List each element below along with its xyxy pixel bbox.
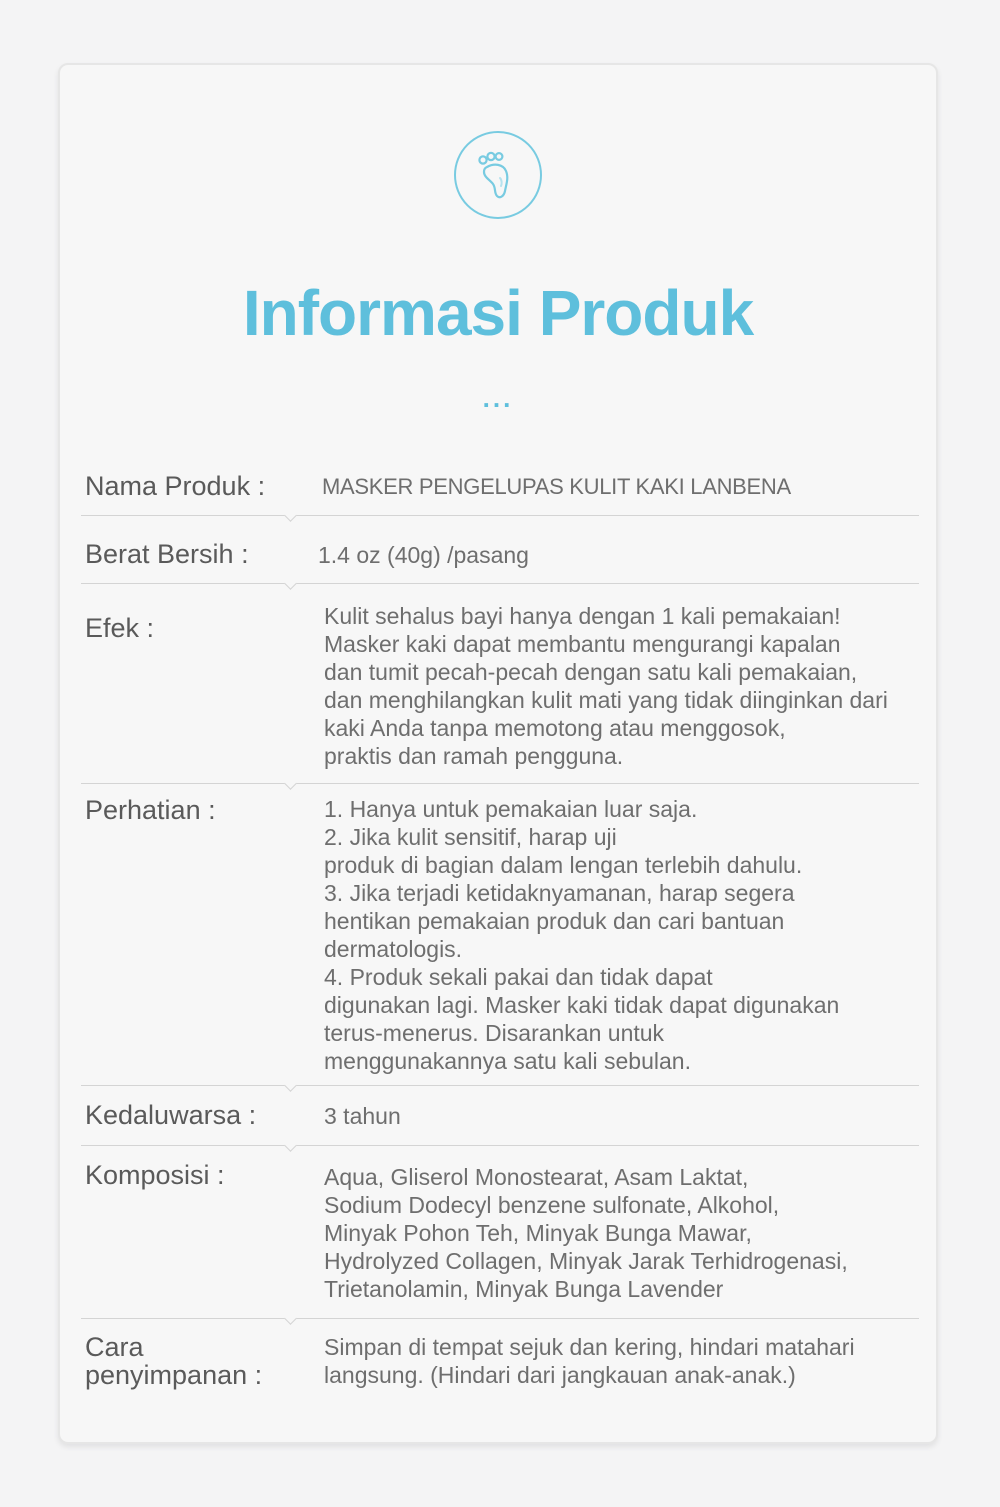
row-label-caution: Perhatian : xyxy=(85,795,216,825)
value-line: terus-menerus. Disarankan untuk xyxy=(324,1020,665,1046)
row-value-product-name xyxy=(322,473,962,501)
row-value-expiry xyxy=(324,1102,964,1130)
value-line: 3. Jika terjadi ketidaknyamanan, harap segera xyxy=(324,880,795,906)
value-line: dan menghilangkan kulit mati yang tidak diinginkan dari xyxy=(324,687,888,713)
row-value-effect xyxy=(324,602,964,770)
divider xyxy=(81,583,919,584)
row-value-storage xyxy=(324,1333,964,1389)
row-label-composition: Komposisi : xyxy=(85,1160,225,1190)
page-title: Informasi Produk xyxy=(242,277,754,349)
value-line: Minyak Pohon Teh, Minyak Bunga Mawar, xyxy=(324,1220,752,1246)
label-line: penyimpanan : xyxy=(85,1360,263,1390)
row-label-net-weight: Berat Bersih : xyxy=(85,539,249,569)
value-line: Hydrolyzed Collagen, Minyak Jarak Terhidrogenasi, xyxy=(324,1248,848,1274)
title-dots-decoration: ... xyxy=(482,383,514,413)
value-line: 3 tahun xyxy=(324,1103,401,1129)
row-label-expiry: Kedaluwarsa : xyxy=(85,1100,257,1130)
row-label-storage xyxy=(85,1333,305,1389)
value-line: menggunakannya satu kali sebulan. xyxy=(324,1048,691,1074)
divider xyxy=(81,515,919,516)
value-line: 1.4 oz (40g) /pasang xyxy=(318,542,529,568)
value-line: Kulit sehalus bayi hanya dengan 1 kali pemakaian! xyxy=(324,603,841,629)
value-line: 4. Produk sekali pakai dan tidak dapat xyxy=(324,964,713,990)
divider xyxy=(81,1318,919,1319)
divider xyxy=(81,783,919,784)
value-line: langsung. (Hindari dari jangkauan anak-anak.) xyxy=(324,1362,796,1388)
value-line: dan tumit pecah-pecah dengan satu kali pemakaian, xyxy=(324,659,858,685)
value-line: dermatologis. xyxy=(324,936,463,962)
value-line: Trietanolamin, Minyak Bunga Lavender xyxy=(324,1276,724,1302)
value-line: Masker kaki dapat membantu mengurangi kapalan xyxy=(324,631,841,657)
value-line: produk di bagian dalam lengan terlebih dahulu. xyxy=(324,852,803,878)
value-line: 1. Hanya untuk pemakaian luar saja. xyxy=(324,796,698,822)
value-line: Aqua, Gliserol Monostearat, Asam Laktat, xyxy=(324,1164,749,1190)
label-line: Cara xyxy=(85,1332,144,1362)
row-label-effect: Efek : xyxy=(85,613,155,643)
value-line: Simpan di tempat sejuk dan kering, hindari matahari xyxy=(324,1334,855,1360)
divider xyxy=(81,1085,919,1086)
value-line: MASKER PENGELUPAS KULIT KAKI LANBENA xyxy=(322,474,791,499)
value-line: praktis dan ramah pengguna. xyxy=(324,743,624,769)
value-line: 2. Jika kulit sensitif, harap uji xyxy=(324,824,617,850)
row-label-product-name: Nama Produk : xyxy=(85,471,266,501)
divider xyxy=(81,1145,919,1146)
row-value-caution xyxy=(324,795,964,1075)
value-line: hentikan pemakaian produk dan cari bantuan xyxy=(324,908,785,934)
row-value-net-weight xyxy=(318,541,958,569)
value-line: kaki Anda tanpa memotong atau menggosok, xyxy=(324,715,786,741)
product-info-card xyxy=(58,63,938,1444)
value-line: digunakan lagi. Masker kaki tidak dapat digunakan xyxy=(324,992,840,1018)
foot-icon xyxy=(454,131,542,219)
row-value-composition xyxy=(324,1163,964,1303)
value-line: Sodium Dodecyl benzene sulfonate, Alkohol, xyxy=(324,1192,780,1218)
